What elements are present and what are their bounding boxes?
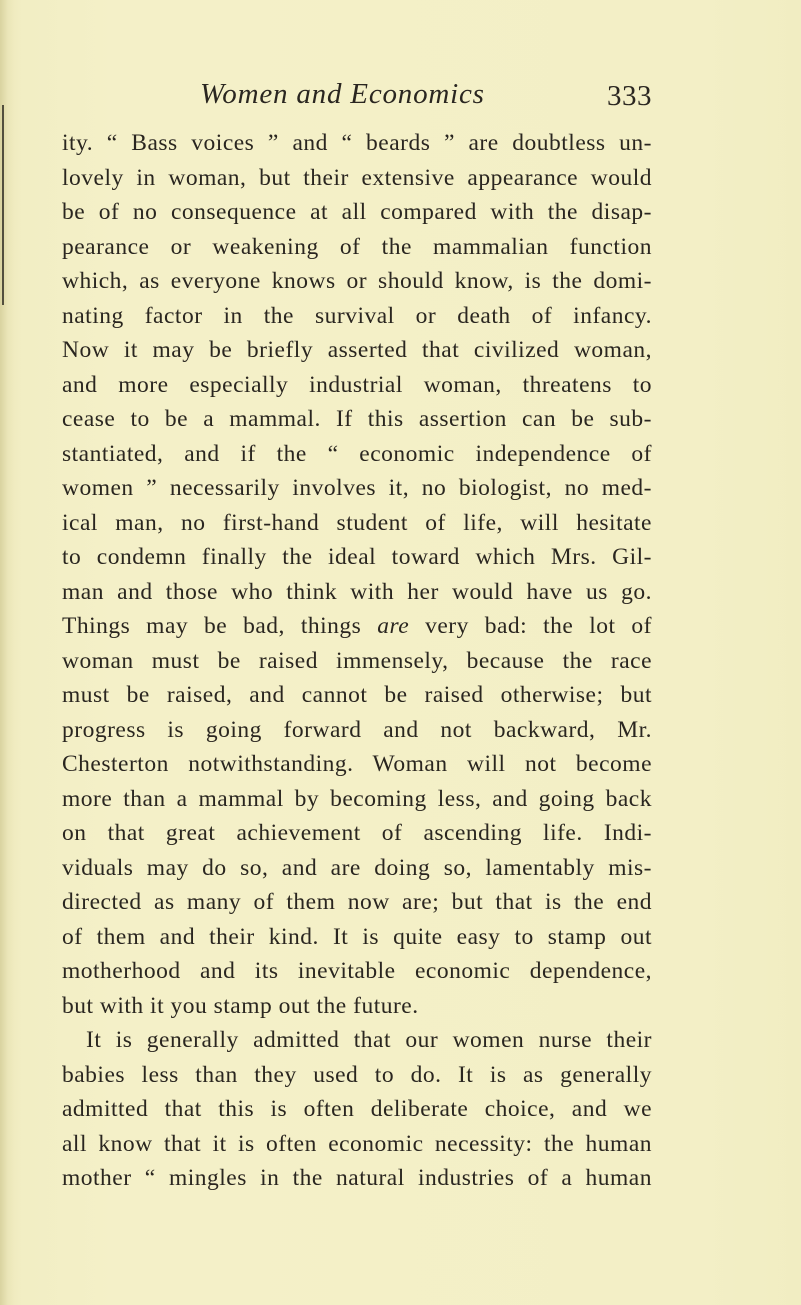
body-text: [62, 126, 652, 1196]
text-line-1: ity. “ Bass voices ” and “ beards ” are doubtless un-: [62, 130, 652, 156]
text-line-3: be of no consequence at all compared with the disap-: [62, 199, 652, 225]
running-head: Women and Economics: [200, 78, 485, 110]
text-line-11: women ” necessarily involves it, no biologist, no med-: [62, 475, 652, 501]
text-line-30: all know that it is often economic necessity: the human: [62, 1130, 652, 1157]
text-line-29: admitted that this is often deliberate choice, and we: [62, 1096, 652, 1122]
text-line-7: Now it may be briefly asserted that civilized woman,: [62, 337, 652, 363]
text-line-28: babies less than they used to do. It is as generally: [62, 1061, 652, 1088]
text-line-18: progress is going forward and not backward, Mr.: [62, 716, 652, 743]
text-line-24: of them and their kind. It is quite easy to stamp out: [62, 923, 652, 950]
text-line-25: motherhood and its inevitable economic dependence,: [62, 958, 652, 984]
text-line-31: mother “ mingles in the natural industries of a human: [62, 1165, 652, 1191]
text-line-27: It is generally admitted that our women nurse their: [86, 1027, 652, 1053]
text-line-26: but with it you stamp out the future.: [62, 992, 419, 1019]
text-line-17: must be raised, and cannot be raised otherwise; but: [62, 682, 652, 708]
text-line-6: nating factor in the survival or death of infancy.: [62, 302, 652, 329]
margin-mark: [2, 105, 4, 305]
text-line-19: Chesterton notwithstanding. Woman will not become: [62, 751, 652, 777]
text-line-23: directed as many of them now are; but that is the end: [62, 889, 652, 915]
text-line-20: more than a mammal by becoming less, and going back: [62, 785, 652, 812]
page-number: 333: [607, 80, 652, 112]
text-line-2: lovely in woman, but their extensive appearance would: [62, 164, 652, 191]
text-line-15: [62, 609, 652, 644]
text-line-8: and more especially industrial woman, threatens to: [62, 371, 652, 398]
text-line-12: ical man, no first-hand student of life, will hesitate: [62, 509, 652, 536]
text-line-4: pearance or weakening of the mammalian function: [62, 233, 652, 260]
text-line-15-before: Things may be bad, things: [62, 613, 378, 639]
text-line-10: stantiated, and if the “ economic independence of: [62, 440, 652, 467]
text-line-15-after: very bad: the lot of: [409, 613, 652, 639]
emphasis-are: are: [377, 613, 410, 639]
page-header: [62, 78, 652, 122]
text-line-21: on that great achievement of ascending life. Indi-: [62, 820, 652, 846]
text-line-16: woman must be raised immensely, because the race: [62, 647, 652, 674]
text-line-9: cease to be a mammal. If this assertion can be sub-: [62, 406, 652, 432]
text-line-22: viduals may do so, and are doing so, lamentably mis-: [62, 854, 652, 881]
text-line-13: to condemn finally the ideal toward which Mrs. Gil-: [62, 544, 652, 570]
text-line-5: which, as everyone knows or should know, is the domi-: [62, 268, 652, 294]
text-line-14: man and those who think with her would have us go.: [62, 578, 652, 605]
